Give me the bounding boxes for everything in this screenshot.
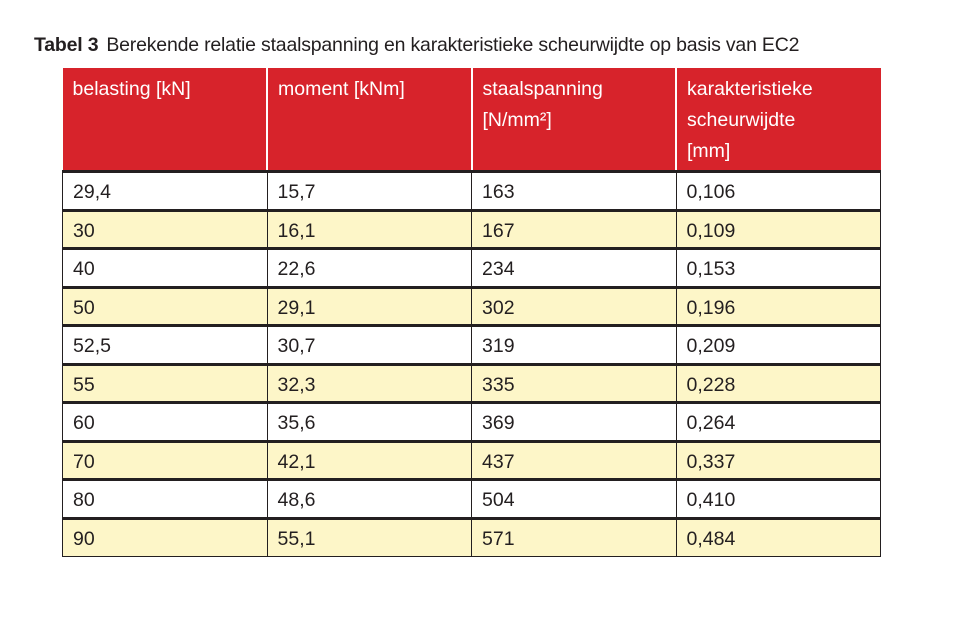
table-cell: 29,4: [63, 172, 268, 211]
table-cell: 504: [472, 480, 677, 519]
table-cell: 0,106: [676, 172, 881, 211]
column-header-line: [N/mm²]: [482, 109, 552, 131]
table-cell: 0,484: [676, 518, 881, 557]
table-cell: 0,196: [676, 287, 881, 326]
table-cell: 163: [472, 172, 677, 211]
table-cell: 0,228: [676, 364, 881, 403]
table-cell: 48,6: [267, 480, 472, 519]
table-cell: 369: [472, 403, 677, 442]
table-cell: 30,7: [267, 326, 472, 365]
table-cell: 0,264: [676, 403, 881, 442]
table-cell: 42,1: [267, 441, 472, 480]
table-cell: 30: [63, 210, 268, 249]
column-header-line: moment [kNm]: [278, 78, 405, 100]
table-cell: 319: [472, 326, 677, 365]
table-row: [63, 364, 881, 403]
table-cell: 70: [63, 441, 268, 480]
table-cell: 60: [63, 403, 268, 442]
table-row: [63, 518, 881, 557]
table-row: [63, 249, 881, 288]
table-cell: 335: [472, 364, 677, 403]
column-header-line: staalspanning: [482, 78, 603, 100]
table-cell: 234: [472, 249, 677, 288]
table-cell: 40: [63, 249, 268, 288]
column-header: [472, 68, 677, 172]
table-row: [63, 210, 881, 249]
column-header-line: scheurwijdte: [687, 109, 796, 131]
table-row: [63, 403, 881, 442]
table-cell: 55: [63, 364, 268, 403]
table-cell: 29,1: [267, 287, 472, 326]
table-cell: 167: [472, 210, 677, 249]
column-header-line: karakteristieke: [687, 78, 813, 100]
column-header-line: belasting [kN]: [72, 78, 191, 100]
header-row: [63, 68, 881, 172]
table-cell: 90: [63, 518, 268, 557]
column-header: [676, 68, 881, 172]
table-cell: 302: [472, 287, 677, 326]
data-table: [62, 68, 881, 557]
table-cell: 52,5: [63, 326, 268, 365]
table-cell: 22,6: [267, 249, 472, 288]
table-row: [63, 480, 881, 519]
table-body: [63, 172, 881, 557]
column-header: [267, 68, 472, 172]
column-header: [63, 68, 268, 172]
table-cell: 35,6: [267, 403, 472, 442]
table-cell: 50: [63, 287, 268, 326]
table-cell: 437: [472, 441, 677, 480]
caption-text: Berekende relatie staalspanning en karakteristieke scheurwijdte op basis van EC2: [106, 34, 800, 56]
table-cell: 55,1: [267, 518, 472, 557]
table-cell: 32,3: [267, 364, 472, 403]
column-header-line: [mm]: [687, 140, 731, 162]
table-cell: 0,153: [676, 249, 881, 288]
table-row: [63, 441, 881, 480]
table-cell: 0,109: [676, 210, 881, 249]
table-row: [63, 326, 881, 365]
table-caption: [34, 34, 799, 57]
table-cell: 571: [472, 518, 677, 557]
table-cell: 0,337: [676, 441, 881, 480]
table-cell: 16,1: [267, 210, 472, 249]
table-row: [63, 172, 881, 211]
table-cell: 0,209: [676, 326, 881, 365]
table-row: [63, 287, 881, 326]
table-cell: 80: [63, 480, 268, 519]
table-header: [63, 68, 881, 172]
table-cell: 15,7: [267, 172, 472, 211]
table-cell: 0,410: [676, 480, 881, 519]
caption-label: Tabel 3: [34, 34, 99, 56]
